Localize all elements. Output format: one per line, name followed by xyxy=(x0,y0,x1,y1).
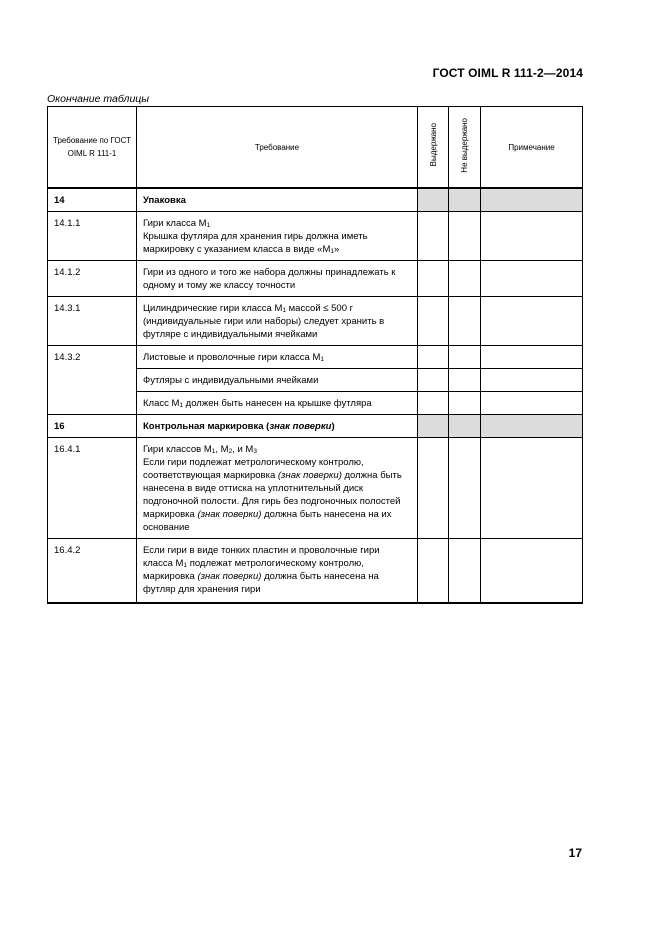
failed-cell xyxy=(449,261,481,297)
failed-cell xyxy=(449,297,481,346)
row-number: 16.4.1 xyxy=(48,438,137,539)
table-row xyxy=(48,539,583,604)
note-cell xyxy=(481,346,583,369)
table-row xyxy=(48,212,583,261)
table-row xyxy=(48,415,583,438)
row-requirement: Гири класса $M_1$ Крышка футляра для хранения гирь должна иметь маркировку с указанием класса в виде «$M_1$» xyxy=(137,212,418,261)
row-requirement: Контрольная маркировка (знак поверки) xyxy=(137,415,418,438)
failed-cell xyxy=(449,438,481,539)
row-requirement: Гири классов $M_1$, $M_2$, и $M_3$ Если гири подлежат метрологическому контролю, соответствующая маркировка (знак поверки) должна быть нанесена в виде оттиска на уплотнительный диск подгоночной полости. Для гирь без подгоночных полостей маркировка (знак поверки) должна быть нанесена на их основание xyxy=(137,438,418,539)
row-number: 14.3.1 xyxy=(48,297,137,346)
note-cell xyxy=(481,297,583,346)
failed-cell xyxy=(449,212,481,261)
header-gost-requirement: Требование по ГОСТ OIML R 111-1 xyxy=(48,107,137,189)
header-passed xyxy=(418,107,449,189)
failed-cell xyxy=(449,188,481,212)
passed-cell xyxy=(418,369,449,392)
failed-cell xyxy=(449,369,481,392)
row-requirement: Если гири в виде тонких пластин и проволочные гири класса $M_1$ подлежат метрологическому контролю, маркировка (знак поверки) должна быть нанесена на футляр для хранения гири xyxy=(137,539,418,604)
row-requirement: Листовые и проволочные гири класса $M_1$ xyxy=(137,346,418,369)
row-requirement: Цилиндрические гири класса $M_1$ массой ≤ 500 г (индивидуальные гири или наборы) следует хранить в футляре с индивидуальными ячейками xyxy=(137,297,418,346)
note-cell xyxy=(481,369,583,392)
row-requirement: Гири из одного и того же набора должны принадлежать к одному и тому же классу точности xyxy=(137,261,418,297)
document-code: ГОСТ OIML R 111-2—2014 xyxy=(432,66,583,80)
passed-cell xyxy=(418,261,449,297)
passed-cell xyxy=(418,438,449,539)
row-number: 16 xyxy=(48,415,137,438)
header-note: Примечание xyxy=(481,107,583,189)
note-cell xyxy=(481,212,583,261)
note-cell xyxy=(481,188,583,212)
row-number: 16.4.2 xyxy=(48,539,137,604)
passed-cell xyxy=(418,346,449,369)
requirements-table xyxy=(47,106,583,604)
row-requirement: Класс $M_1$ должен быть нанесен на крышке футляра xyxy=(137,392,418,415)
table-row xyxy=(48,346,583,369)
row-requirement: Футляры с индивидуальными ячейками xyxy=(137,369,418,392)
failed-cell xyxy=(449,415,481,438)
table-row xyxy=(48,297,583,346)
header-failed-label: Не выдержано xyxy=(460,117,469,173)
table-row xyxy=(48,438,583,539)
note-cell xyxy=(481,438,583,539)
passed-cell xyxy=(418,212,449,261)
table-row xyxy=(48,261,583,297)
passed-cell xyxy=(418,415,449,438)
passed-cell xyxy=(418,188,449,212)
note-cell xyxy=(481,261,583,297)
row-number: 14 xyxy=(48,188,137,212)
failed-cell xyxy=(449,392,481,415)
row-number: 14.1.2 xyxy=(48,261,137,297)
row-number: 14.1.1 xyxy=(48,212,137,261)
row-requirement: Упаковка xyxy=(137,188,418,212)
header-passed-label: Выдержано xyxy=(428,123,438,167)
failed-cell xyxy=(449,346,481,369)
header-failed xyxy=(449,107,481,189)
failed-cell xyxy=(449,539,481,604)
passed-cell xyxy=(418,392,449,415)
row-number: 14.3.2 xyxy=(48,346,137,415)
header-requirement: Требование xyxy=(137,107,418,189)
table-header-row xyxy=(48,107,583,189)
note-cell xyxy=(481,539,583,604)
table-row xyxy=(48,188,583,212)
passed-cell xyxy=(418,539,449,604)
note-cell xyxy=(481,415,583,438)
note-cell xyxy=(481,392,583,415)
table-caption: Окончание таблицы xyxy=(47,93,150,105)
page-number: 17 xyxy=(568,846,582,860)
passed-cell xyxy=(418,297,449,346)
